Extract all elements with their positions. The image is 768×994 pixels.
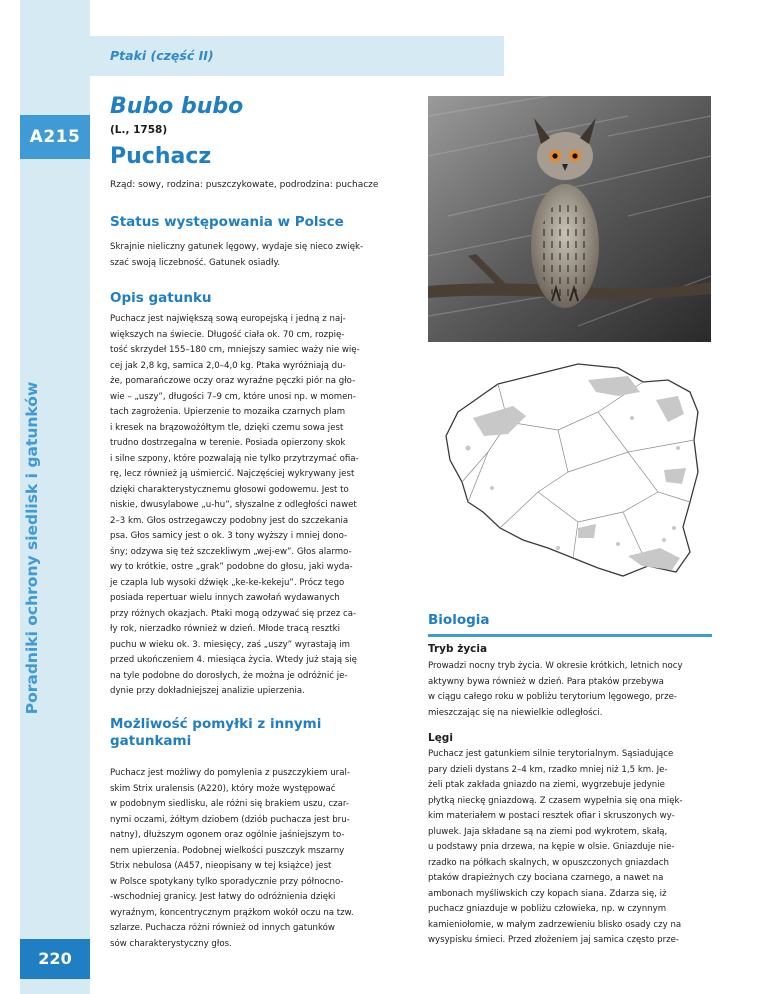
text-line: natny), dłuższym ogonem oraz ogólnie jaśniejszym to-	[110, 830, 345, 840]
text-line: puchacz gniazduje w pobliżu człowieka, np. w czynnym	[428, 904, 667, 914]
species-author: (L., 1758)	[110, 124, 168, 136]
text-line: mieszczając się na niewielkie odległości.	[428, 707, 603, 718]
text-line: płytką nieckę gniazdową. Z czasem wypełnia się ona mięk-	[428, 795, 683, 806]
text-line: dynie przy dokładniejszej analizie upierzenia.	[110, 686, 305, 696]
confusion-text	[110, 766, 415, 952]
text-line: w podobnym siedlisku, ale różni się brakiem uszu, czar-	[110, 799, 349, 809]
text-line: w Polsce spotykany tylko sporadycznie przy północno-	[110, 876, 344, 887]
text-line: szlarze. Puchacza różni również od innych gatunków	[110, 923, 335, 933]
description-heading: Opis gatunku	[110, 290, 212, 306]
text-line: ły rok, nierzadko również w dzień. Młode tracą resztki	[110, 624, 340, 634]
status-text	[110, 240, 415, 271]
text-line: 2–3 km. Głos ostrzegawczy podobny jest do szczekania	[110, 515, 349, 526]
text-line: ptaków drapieżnych czy bociana czarnego, a nawet na	[428, 873, 664, 883]
species-common-name: Puchacz	[110, 144, 212, 169]
text-line: skim Strix uralensis (A220), który może występować	[110, 783, 336, 794]
text-line: Puchacz jest gatunkiem silnie terytorialnym. Sąsiadujące	[428, 749, 674, 759]
text-line: wie – „uszy”, długości 7–9 cm, które unosi np. w momen-	[110, 391, 356, 402]
text-line: wyraźnym, koncentrycznym prążkom wokół oczu na tzw.	[110, 907, 354, 918]
text-line: trudno dostrzegalna w terenie. Posiada opierzony skok	[110, 438, 346, 448]
biology-heading: Biologia	[428, 612, 490, 628]
lifestyle-text	[428, 659, 712, 721]
text-line: u podstawy pnia drzewa, na kępie w olsie. Gniazduje nie-	[428, 842, 675, 852]
description-text	[110, 312, 415, 700]
heading-line: Możliwość pomyłki z innymi	[110, 716, 322, 732]
status-heading: Status występowania w Polsce	[110, 214, 344, 230]
poland-map	[428, 352, 712, 596]
page-number: 220	[20, 939, 90, 979]
text-line: aktywny bywa również w dzień. Para ptaków przebywa	[428, 676, 664, 687]
text-line: niskie, dwusylabowe „u-hu”, słyszalne z odległości nawet	[110, 500, 357, 510]
text-line: Puchacz jest możliwy do pomylenia z puszczykiem ural-	[110, 768, 350, 778]
text-line: przy różnych okazjach. Ptaki mogą odzywać się przez ca-	[110, 608, 357, 619]
text-line: przed ukończeniem 4. miesiąca życia. Wtedy już stają się	[110, 655, 357, 665]
text-line: tach zagrożenia. Upierzenie to mozaika czarnych plam	[110, 407, 346, 417]
text-line: wy to krótkie, ostre „grak” podobne do głosu, jaki wyda-	[110, 562, 353, 572]
distribution-map	[428, 352, 712, 596]
owl-photo	[428, 96, 711, 342]
text-line: pary dzieli dystans 2–4 km, rzadko mniej niż 1,5 km. Je-	[428, 764, 668, 775]
text-line: że, pomarańczowe oczy oraz wyraźne pęczki piór na gło-	[110, 376, 356, 386]
text-line: kamieniołomie, w małym zadrzewieniu blisko osady czy na	[428, 919, 682, 930]
text-line: pluwek. Jaja składane są na ziemi pod wykrotem, skałą,	[428, 826, 668, 837]
species-latin-name: Bubo bubo	[110, 94, 244, 119]
text-line: i silne szpony, które pozwalają nie tylko przytrzymać ofia-	[110, 453, 359, 464]
text-line: Skrajnie nieliczny gatunek lęgowy, wydaje się nieco zwięk-	[110, 242, 364, 252]
owl-illustration	[428, 96, 711, 342]
text-line: w ciągu całego roku w pobliżu terytorium lęgowego, prze-	[428, 692, 677, 702]
heading-line: gatunkami	[110, 733, 192, 749]
text-line: rzadko na półkach skalnych, w opuszczonych gniazdach	[428, 857, 669, 868]
text-line: cej jak 2,8 kg, samica 2,0–4,0 kg. Ptaka wyróżniają du-	[110, 360, 346, 371]
text-line: Prowadzi nocny tryb życia. W okresie krótkich, letnich nocy	[428, 661, 683, 671]
text-line: rę, lecz również ją uśmiercić. Najczęściej wykrywany jest	[110, 469, 355, 479]
text-line: i kresek na brązowożółtym tle, dzięki czemu sowa jest	[110, 422, 344, 433]
text-line: Puchacz jest największą sową europejską i jedną z naj-	[110, 314, 346, 324]
text-line: sów charakterystyczny głos.	[110, 938, 232, 949]
text-line: kim materiałem w postaci resztek ofiar i skruszonych wy-	[428, 811, 675, 821]
text-line: na tyle podobne do dorosłych, że można je odróżnić je-	[110, 670, 348, 681]
breeding-text	[428, 747, 712, 949]
header-series-label: Ptaki (część II)	[110, 48, 214, 63]
text-line: Strix nebulosa (A457, nieopisany w tej książce) jest	[110, 861, 332, 871]
confusion-heading	[110, 716, 321, 750]
text-line: je czapla lub wysoki dźwięk „ke-ke-kekeju”. Prócz tego	[110, 577, 345, 588]
text-line: psa. Głos samicy jest o ok. 3 tony wyższy i mniej dono-	[110, 531, 348, 541]
text-line: dzięki charakterystycznemu głosowi godowemu. Jest to	[110, 484, 349, 495]
series-title-vertical: Poradniki ochrony siedlisk i gatunków	[23, 381, 41, 715]
text-line: wysypisku śmieci. Przed złożeniem jaj samica często prze-	[428, 935, 680, 945]
text-line: nymi oczami, żółtym dziobem (dziób puchacza jest bru-	[110, 814, 350, 825]
text-line: -wschodniej granicy. Jest łatwy do odróżnienia dzięki	[110, 892, 336, 902]
text-line: ambonach myśliwskich czy kopach siana. Zdarza się, iż	[428, 888, 667, 899]
breeding-heading: Lęgi	[428, 732, 453, 744]
text-line: śny; odzywa się też szczekliwym „wej-ew”. Głos alarmo-	[110, 546, 352, 557]
taxonomy-line: Rząd: sowy, rodzina: puszczykowate, podrodzina: puchacze	[110, 180, 379, 190]
species-code-badge: A215	[20, 115, 90, 159]
text-line: nem upierzenia. Podobnej wielkości puszczyk mszarny	[110, 845, 345, 856]
country-outline	[446, 364, 698, 576]
biology-divider	[428, 634, 712, 637]
text-line: puchu w wieku ok. 3. miesięcy, zaś „uszy” wyrastają im	[110, 639, 351, 650]
lifestyle-heading: Tryb życia	[428, 643, 488, 655]
text-line: tość skrzydeł 155–180 cm, mniejszy samiec waży nie wię-	[110, 345, 360, 355]
text-line: większych na świecie. Długość ciała ok. 70 cm, rozpię-	[110, 329, 345, 340]
text-line: szać swoją liczebność. Gatunek osiadły.	[110, 257, 281, 268]
text-line: żeli ptak zakłada gniazdo na ziemi, wygrzebuje jedynie	[428, 780, 665, 790]
text-line: posiada repertuar wielu innych zawołań wydawanych	[110, 593, 340, 603]
